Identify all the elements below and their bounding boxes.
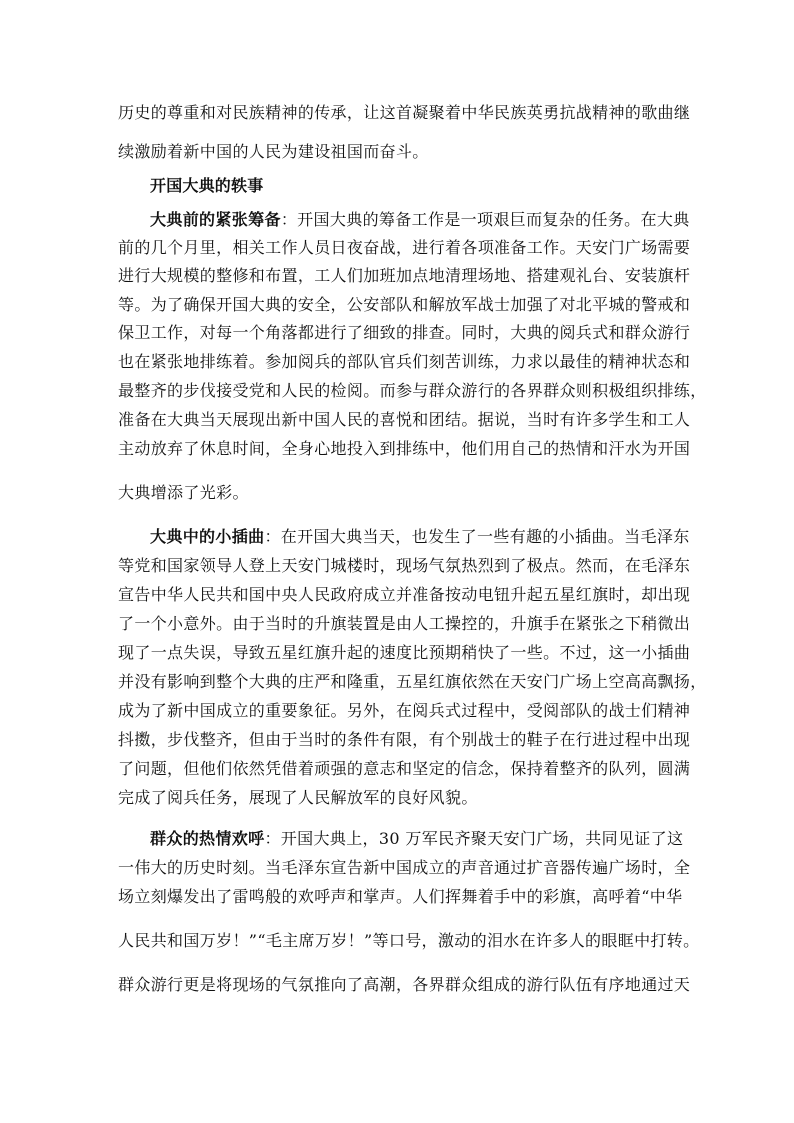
paragraph-line: 进行大规模的整修和布置，工人们加班加点地清理场地、搭建观礼台、安装旗杆 bbox=[118, 266, 691, 285]
paragraph-text: ：开国大典的筹备工作是一项艰巨而复杂的任务。在大典 bbox=[280, 210, 690, 229]
paragraph-lead: 大典中的小插曲 bbox=[150, 527, 265, 546]
intro-line: 续激励着新中国的人民为建设祖国而奋斗。 bbox=[118, 142, 429, 161]
paragraph-line: 准备在大典当天展现出新中国人民的喜悦和团结。据说，当时有许多学生和工人 bbox=[118, 410, 691, 429]
paragraph-line: 等。为了确保开国大典的安全，公安部队和解放军战士加强了对北平城的警戒和 bbox=[118, 295, 691, 314]
paragraph-line: 了一个小意外。由于当时的升旗装置是由人工操控的，升旗手在紧张之下稍微出 bbox=[118, 614, 691, 633]
paragraph-line: 现了一点失误，导致五星红旗升起的速度比预期稍快了一些。不过，这一小插曲 bbox=[118, 643, 691, 662]
paragraph-line: 并没有影响到整个大典的庄严和隆重，五星红旗依然在天安门广场上空高高飘扬， bbox=[118, 672, 707, 691]
paragraph-line: 前的几个月里，相关工作人员日夜奋战，进行着各项准备工作。天安门广场需要 bbox=[118, 238, 691, 257]
paragraph-line: 了问题，但他们依然凭借着顽强的意志和坚定的信念，保持着整齐的队列，圆满 bbox=[118, 759, 691, 778]
paragraph-line: 完成了阅兵任务，展现了人民解放军的良好风貌。 bbox=[118, 788, 478, 807]
paragraph-first-line bbox=[150, 527, 710, 547]
paragraph-line: 等党和国家领导人登上天安门城楼时，现场气氛热烈到了极点。然而，在毛泽东 bbox=[118, 556, 691, 575]
paragraph-first-line bbox=[150, 210, 710, 230]
paragraph-line: 也在紧张地排练着。参加阅兵的部队官兵们刻苦训练，力求以最佳的精神状态和 bbox=[118, 352, 691, 371]
paragraph-line: 大典增添了光彩。 bbox=[118, 483, 249, 502]
paragraph-line: 成为了新中国成立的重要象征。另外，在阅兵式过程中，受阅部队的战士们精神 bbox=[118, 701, 691, 720]
paragraph-line: 一伟大的历史时刻。当毛泽东宣告新中国成立的声音通过扩音器传遍广场时，全 bbox=[118, 858, 691, 877]
paragraph-lead: 群众的热情欢呼 bbox=[150, 829, 265, 848]
paragraph-line: 抖擞，步伐整齐，但由于当时的条件有限，有个别战士的鞋子在行进过程中出现 bbox=[118, 730, 691, 749]
paragraph-line: 人民共和国万岁！”“毛主席万岁！”等口号，激动的泪水在许多人的眼眶中打转。 bbox=[118, 931, 700, 950]
paragraph-line: 最整齐的步伐接受党和人民的检阅。而参与群众游行的各界群众则积极组织排练， bbox=[118, 381, 707, 400]
paragraph-text: ：开国大典上，30 万军民齐聚天安门广场，共同见证了这 bbox=[264, 829, 684, 848]
paragraph-first-line bbox=[150, 829, 710, 849]
intro-line: 历史的尊重和对民族精神的传承，让这首凝聚着中华民族英勇抗战精神的歌曲继 bbox=[118, 103, 691, 122]
paragraph-line: 主动放弃了休息时间，全身心地投入到排练中，他们用自己的热情和汗水为开国 bbox=[118, 439, 691, 458]
section-title: 开国大典的轶事 bbox=[150, 176, 264, 195]
paragraph-line: 保卫工作，对每一个角落都进行了细致的排查。同时，大典的阅兵式和群众游行 bbox=[118, 323, 691, 342]
paragraph-line: 群众游行更是将现场的气氛推向了高潮，各界群众组成的游行队伍有序地通过天 bbox=[118, 975, 691, 994]
paragraph-line: 场立刻爆发出了雷鸣般的欢呼声和掌声。人们挥舞着手中的彩旗，高呼着“中华 bbox=[118, 887, 683, 906]
paragraph-text: ：在开国大典当天，也发生了一些有趣的小插曲。当毛泽东 bbox=[264, 527, 690, 546]
paragraph-line: 宣告中华人民共和国中央人民政府成立并准备按动电钮升起五星红旗时，却出现 bbox=[118, 585, 691, 604]
paragraph-lead: 大典前的紧张筹备 bbox=[150, 210, 281, 229]
